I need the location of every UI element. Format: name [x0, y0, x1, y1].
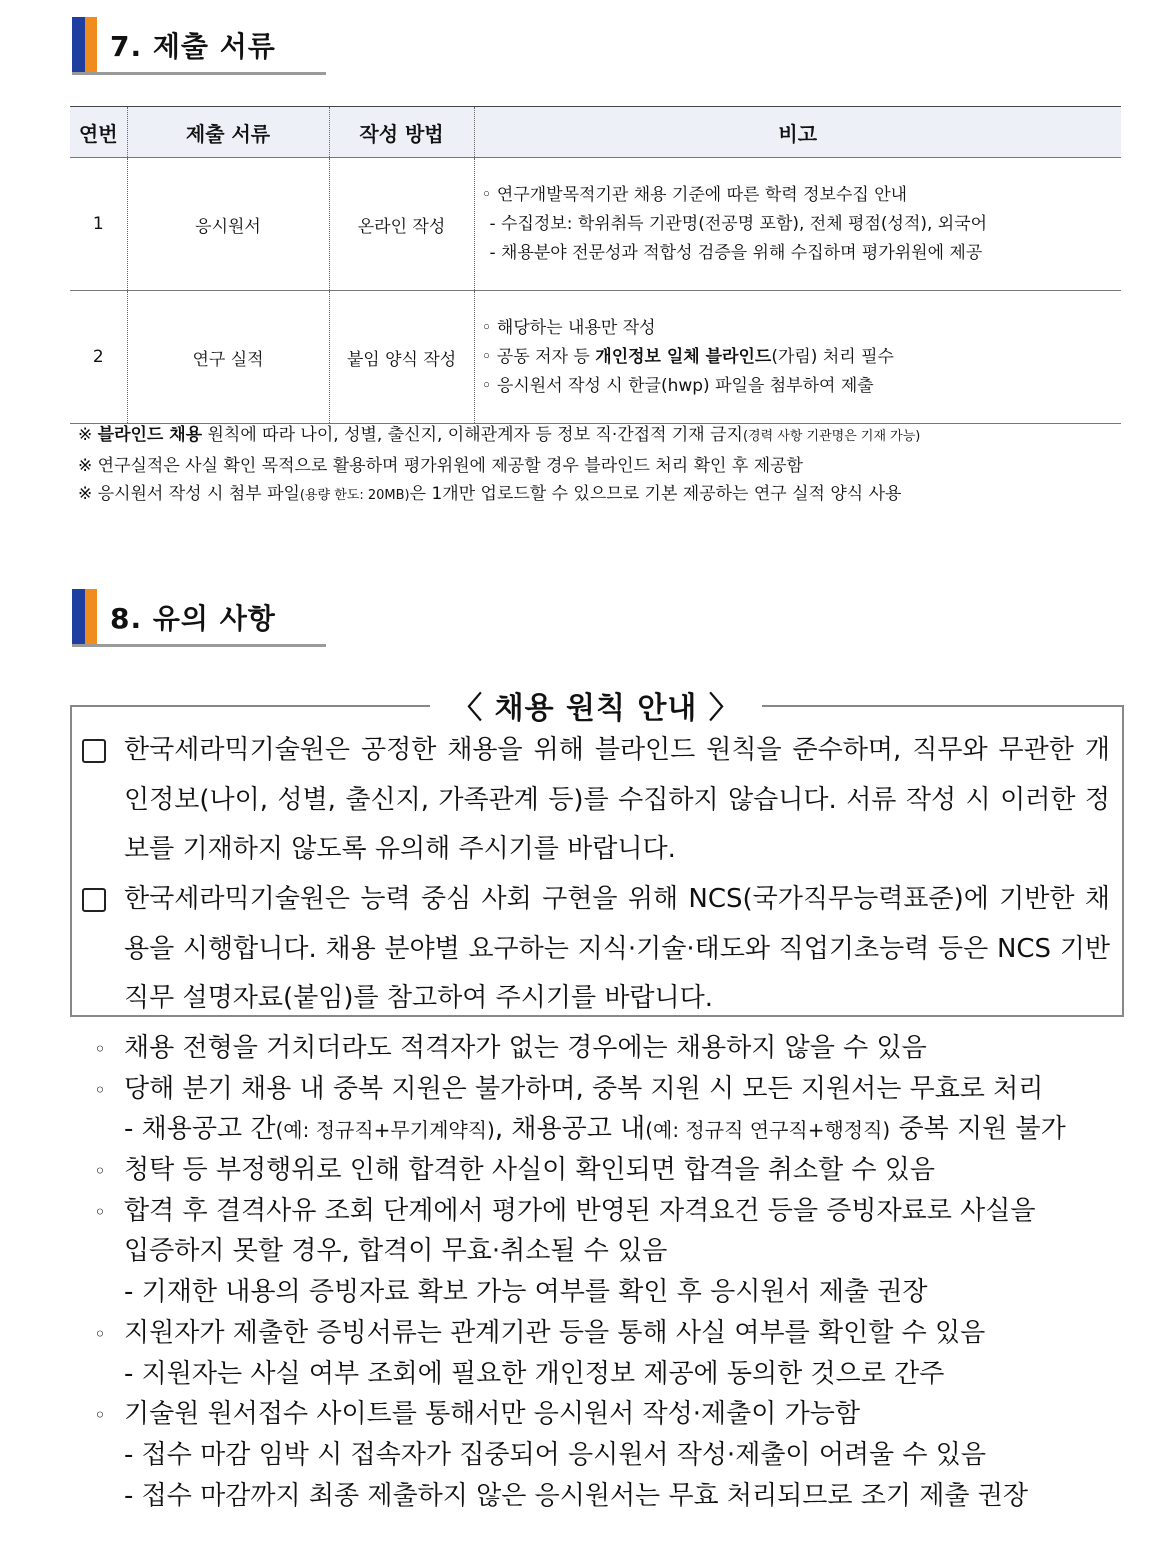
list-item-text: 지원자가 제출한 증빙서류는 관계기관 등을 통해 사실 여부를 확인할 수 있음	[124, 1317, 986, 1348]
table-row	[70, 158, 1121, 291]
note-text: 응시원서 작성 시 첨부 파일	[97, 484, 300, 504]
remark-emphasis: 개인정보 일체 블라인드	[595, 346, 772, 367]
table-header-row	[70, 107, 1121, 158]
checkbox-square-icon	[82, 739, 106, 763]
list-item-text: 당해 분기 채용 내 중복 지원은 불가하며, 중복 지원 시 모든 지원서는 무효로 처리	[124, 1073, 1044, 1104]
list-item-example: (예: 정규직 연구직+행정직)	[645, 1118, 891, 1143]
table-notes	[78, 421, 920, 511]
cell-remarks	[474, 158, 1121, 291]
bullet-icon: ◦	[94, 1037, 106, 1061]
remark-line	[476, 343, 1121, 372]
submission-documents-table	[70, 106, 1121, 424]
list-item	[94, 1150, 1066, 1191]
list-item-text: - 접수 마감 임박 시 접속자가 집중되어 응시원서 작성·제출이 어려울 수 있음	[124, 1439, 987, 1470]
list-item	[94, 1069, 1066, 1110]
note-mark: ※	[78, 484, 98, 504]
note-small: (용량 한도: 20MB)	[299, 488, 410, 503]
cell-remarks	[474, 291, 1121, 424]
list-item	[94, 1394, 1066, 1435]
cell-no: 2	[70, 291, 127, 424]
list-item	[94, 1272, 1066, 1313]
list-item-text: - 접수 마감까지 최종 제출하지 않은 응시원서는 무효 처리되므로 조기 제출 권장	[124, 1480, 1029, 1511]
remark-line: - 수집정보: 학위취득 기관명(전공명 포함), 전체 평점(성적), 외국어	[489, 213, 988, 234]
remark-line: - 채용분야 전문성과 적합성 검증을 위해 수집하며 평가위원에 제공	[489, 242, 983, 263]
cell-method: 온라인 작성	[329, 158, 474, 291]
section-8-title: 8. 유의 사항	[110, 602, 276, 635]
header-accent-bar	[72, 589, 85, 646]
remark-text: (가림) 처리 필수	[771, 346, 894, 367]
cell-document: 응시원서	[127, 158, 329, 291]
list-item	[94, 1191, 1066, 1232]
list-item	[94, 1435, 1066, 1476]
bullet-icon: ◦	[94, 1077, 106, 1102]
list-item	[94, 1231, 1066, 1272]
principle-text: 한국세라믹기술원은 능력 중심 사회 구현을 위해 NCS(국가직무능력표준)에 기반한 채용을 시행합니다. 채용 분야별 요구하는 지식·기술·태도와 직업기초능력 등은 NCS 기반 직무 설명자료(붙임)를 참고하여 주시기를 바랍니다.	[124, 884, 1110, 1013]
header-underline	[72, 644, 326, 647]
principle-text: 한국세라믹기술원은 공정한 채용을 위해 블라인드 원칙을 준수하며, 직무와 무관한 개인정보(나이, 성별, 출신지, 가족관계 등)를 수집하지 않습니다. 서류 작성 시 이러한 정보를 기재하지 않도록 유의해 주시기를 바랍니다.	[124, 735, 1110, 864]
list-item-text: 합격 후 결격사유 조회 단계에서 평가에 반영된 자격요건 등을 증빙자료로 사실을	[124, 1195, 1036, 1226]
bullet-icon: ◦	[94, 1199, 106, 1224]
list-item-text: 입증하지 못할 경우, 합격이 무효·취소될 수 있음	[124, 1236, 668, 1267]
header-accent-bar	[85, 17, 97, 74]
note-text: 은 1개만 업로드할 수 있으므로 기본 제공하는 연구 실적 양식 사용	[409, 484, 902, 504]
bullet-icon: ◦	[94, 1403, 106, 1428]
list-item-text: , 채용공고 내	[494, 1114, 646, 1145]
checkbox-square-icon	[82, 888, 106, 912]
note-emphasis: 블라인드 채용	[97, 425, 203, 445]
list-item-text: 채용 전형을 거치더라도 적격자가 없는 경우에는 채용하지 않을 수 있음	[124, 1033, 927, 1063]
note-text: 원칙에 따라 나이, 성별, 출신지, 이해관계자 등 정보 직·간접적 기재 금지	[202, 425, 743, 445]
bullet-icon: ◦	[94, 1321, 106, 1346]
header-document: 제출 서류	[127, 107, 329, 158]
note-line	[78, 452, 920, 481]
list-item-text: - 기재한 내용의 증빙자료 확보 가능 여부를 확인 후 응시원서 제출 권장	[124, 1277, 928, 1308]
bullet-icon: ◦	[94, 1159, 106, 1184]
header-method: 작성 방법	[329, 107, 474, 158]
note-line	[78, 480, 920, 511]
recruitment-principles-title: 〈 채용 원칙 안내 〉	[430, 683, 762, 727]
list-item-text: - 채용공고 간	[124, 1114, 276, 1145]
list-item	[94, 1313, 1066, 1354]
remark-line: ◦ 해당하는 내용만 작성	[481, 317, 656, 338]
section-8-header	[72, 589, 326, 647]
list-item	[94, 1109, 1066, 1150]
remark-text: ◦ 공동 저자 등	[481, 346, 596, 367]
cell-method: 붙임 양식 작성	[329, 291, 474, 424]
note-text: 연구실적은 사실 확인 목적으로 활용하며 평가위원에 제공할 경우 블라인드 처리 확인 후 제공함	[97, 455, 803, 476]
note-small: (경력 사항 기관명은 기재 가능)	[742, 429, 921, 444]
list-item	[94, 1028, 1066, 1069]
list-item-text: 기술원 원서접수 사이트를 통해서만 응시원서 작성·제출이 가능함	[124, 1399, 860, 1430]
note-mark: ※	[78, 425, 98, 445]
list-item-text: 청탁 등 부정행위로 인해 합격한 사실이 확인되면 합격을 취소할 수 있음	[124, 1155, 936, 1186]
list-item	[94, 1476, 1066, 1517]
note-line	[78, 421, 920, 452]
cell-no: 1	[70, 158, 127, 291]
header-accent-bar	[85, 589, 97, 646]
remark-line: ◦ 연구개발목적기관 채용 기준에 따른 학력 정보수집 안내	[481, 184, 908, 205]
cell-document: 연구 실적	[127, 291, 329, 424]
section-7-header	[72, 17, 326, 75]
header-remarks: 비고	[474, 107, 1121, 158]
table-row	[70, 291, 1121, 424]
section-7-title: 7. 제출 서류	[110, 30, 276, 63]
header-no: 연번	[70, 107, 127, 158]
remark-line: ◦ 응시원서 작성 시 한글(hwp) 파일을 첨부하여 제출	[481, 375, 874, 396]
caution-list	[94, 1028, 1066, 1516]
list-item	[94, 1354, 1066, 1395]
header-underline	[72, 72, 326, 75]
list-item-example: (예: 정규직+무기계약직)	[275, 1118, 495, 1143]
note-mark: ※	[78, 455, 98, 476]
header-accent-bar	[72, 17, 85, 74]
list-item-text: 중복 지원 불가	[890, 1114, 1066, 1145]
list-item-text: - 지원자는 사실 여부 조회에 필요한 개인정보 제공에 동의한 것으로 간주	[124, 1358, 945, 1389]
